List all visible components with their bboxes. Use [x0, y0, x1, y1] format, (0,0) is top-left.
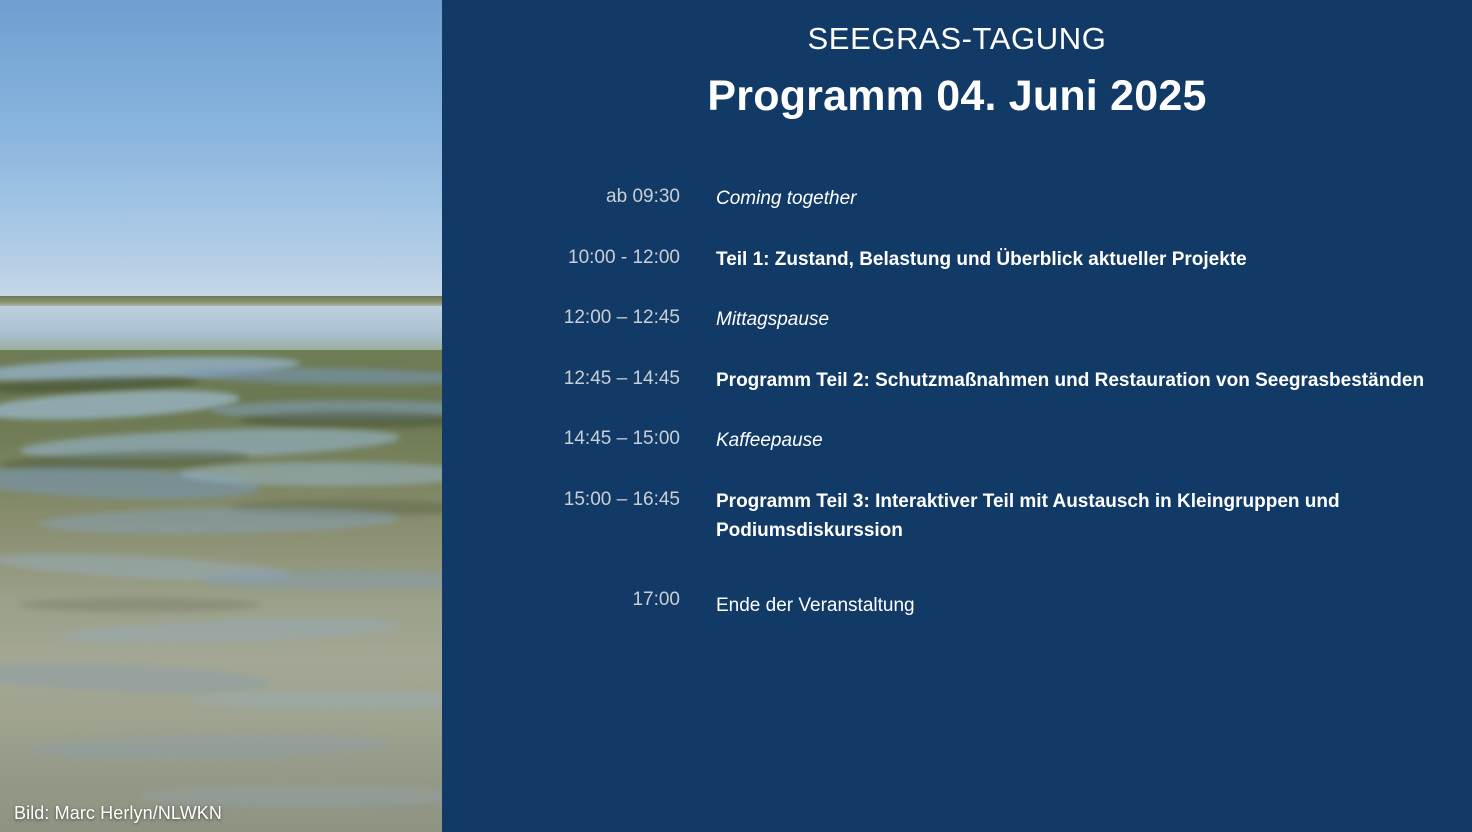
event-kicker: SEEGRAS-TAGUNG: [807, 21, 1107, 56]
agenda-time: 14:45 – 15:00: [563, 428, 680, 450]
agenda-time: ab 09:30: [606, 186, 680, 208]
agenda-description: Programm Teil 2: Schutzmaßnahmen und Restauration von Seegrasbeständen: [716, 369, 1425, 391]
agenda-row: [480, 426, 1446, 455]
content-panel: [442, 0, 1472, 832]
agenda-row: [480, 305, 1446, 334]
photo-horizon: [0, 296, 442, 306]
agenda-description: Teil 1: Zustand, Belastung und Überblick aktueller Projekte: [716, 248, 1247, 270]
slide-headings: [442, 0, 1472, 122]
agenda-time: 17:00: [632, 589, 680, 611]
agenda-description: Kaffeepause: [716, 430, 823, 452]
agenda-time: 15:00 – 16:45: [563, 488, 680, 510]
agenda-description: Programm Teil 3: Interaktiver Teil mit Austausch in Kleingruppen und Podiumsdiskurssion: [716, 490, 1340, 541]
page-title: Programm 04. Juni 2025: [707, 71, 1207, 120]
agenda-description: Ende der Veranstaltung: [716, 595, 915, 617]
photo-far-water: [0, 306, 442, 354]
agenda-description: Coming together: [716, 188, 857, 210]
agenda-time: 12:45 – 14:45: [563, 367, 680, 389]
agenda-list: [442, 184, 1472, 621]
agenda-row: [480, 585, 1446, 620]
photo-seagrass-streak: [20, 598, 260, 612]
photo-credit-caption: Bild: Marc Herlyn/NLWKN: [14, 803, 222, 823]
agenda-row: [480, 487, 1446, 546]
agenda-time: 12:00 – 12:45: [563, 307, 680, 329]
agenda-row: [480, 245, 1446, 274]
agenda-row: [480, 366, 1446, 395]
wadden-sea-seagrass-photo: [0, 0, 442, 832]
agenda-row: [480, 184, 1446, 213]
agenda-description: Mittagspause: [716, 309, 830, 331]
agenda-time: 10:00 - 12:00: [568, 246, 680, 268]
photo-sky: [0, 0, 442, 300]
photo-panel: [0, 0, 442, 832]
